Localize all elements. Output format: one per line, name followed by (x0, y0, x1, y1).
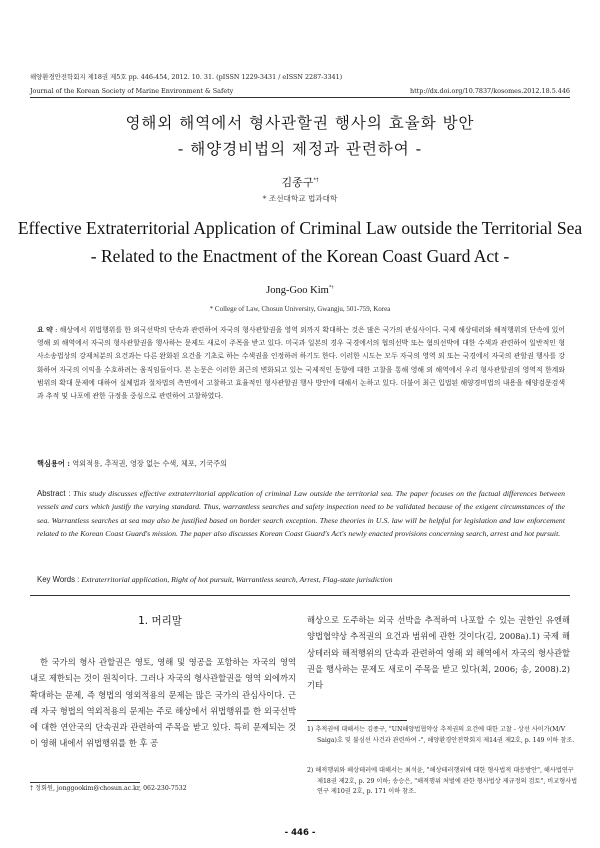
footnote-rule (307, 720, 407, 721)
journal-header-english: Journal of the Korean Society of Marine Environment & Safety (30, 87, 234, 95)
korean-keywords (37, 459, 227, 469)
korean-keywords-label: 핵심용어 : (37, 459, 70, 468)
page-number: - 446 - (284, 828, 316, 838)
korean-author-name: 김종구 (281, 176, 314, 189)
english-author (0, 285, 600, 296)
journal-header-korean: 해양환경안전학회지 제18권 제5호 pp. 446-454, 2012. 10. 31. (pISSN 1229-3431 / eISSN 2287-3341) (30, 73, 343, 81)
footnote-2: 2) 해적행위와 해상테러에 대해서는 최석윤, "해상테러행위에 대한 형사법적 대응방안", 해사법연구 제18권 제2호, p. 29 이하; 송승은, "해적행위 처벌에 관한 형사법상 제규정의 검토", 비교형사법연구 제10권 2호, p. 171 이하 참조. (307, 767, 578, 796)
korean-title: 영해외 해역에서 형사관할권 행사의 효율화 방안 (125, 114, 475, 132)
section-heading-introduction: 1. 머리말 (138, 615, 182, 627)
english-author-name: Jong-Goo Kim (266, 285, 329, 296)
korean-abstract-text: 해상에서 위법행위를 한 외국선박의 단속과 관련하여 자국의 형사관할권을 영역 외까지 확대하는 것은 많은 국가의 관심사이다. 국제 해상테러와 해적행위의 단속에 있어 영해 외 해역에서 자국의 형사관할권을 행사하는 문제도 새로이 주목을 받고 있다. 미국과 일본의 경우 국경에서의 협의선박 또는 혐의선박에 대한 수색과 관련하여 일반적인 형사소송법상의 강제처분의 요건과는 다른 완화된 요건을 기초로 하는 수색권을 인정하려 하기도 한다. 이러한 시도는 모두 자국의 영역 외 또는 국경에서 자국의 관할권 행사를 강화하여 자국의 이익을 수호하려는 움직임들이다. 본 논문은 이러한 최근의 변화되고 있는 국제적인 동향에 대한 고찰을 통해 영해 외 해역에서 우리 형사관할권의 영역적 한계와 범위의 확대 문제에 대하여 실체법과 절차법의 측면에서 고찰하고 효율적인 형사관할권 행사 방안에 대해서 논하고 있다. 더불어 최근 입법된 해양경비법의 내용을 해양검문검색과 추적 및 나포에 관한 규정을 중심으로 관련하여 고찰하였다. (37, 326, 565, 401)
korean-affiliation: * 조선대학교 법과대학 (262, 194, 338, 203)
corresponding-author-footnote: † 정회원, jonggookim@chosun.ac.kr, 062-230-7532 (30, 785, 187, 792)
korean-keywords-text: 역외적용, 추적권, 영장 없는 수색, 체포, 기국주의 (72, 459, 228, 468)
introduction-paragraph: 한 국가의 형사 관할권은 영토, 영해 및 영공을 포함하는 자국의 영역 내로 제한되는 것이 원칙이다. 그러나 자국의 형사관할권을 영역 외에까지 확대하는 문제, 즉 형법의 영외적용의 문제는 많은 국가의 관심사이다. 근래 자국 형법의 역외적용의 문제는 주로 해상에서 위법행위를 한 외국선박에 대한 연안국의 단속권과 관련하여 주목을 받고 있다. 특히 문제되는 것이 영해 내에서 위법행위를 한 후 공 (30, 657, 296, 749)
doi-link[interactable]: http://dx.doi.org/10.7837/kosomes.2012.18.5.446 (409, 87, 570, 95)
english-keywords-label: Key Words : (37, 575, 80, 584)
author-mark: *† (313, 177, 319, 184)
english-keywords-text: Extraterritorial application, Right of hot pursuit, Warrantless search, Arrest, Flag-state jurisdiction (81, 575, 393, 584)
korean-abstract-label: 요 약 (37, 326, 53, 334)
english-abstract (37, 487, 565, 541)
author-mark-en: *† (328, 285, 334, 291)
korean-abstract: 요 약 : 해상에서 위법행위를 한 외국선박의 단속과 관련하여 자국의 형사관할권을 영역 외까지 확대하는 것은 많은 국가의 관심사이다. 국제 해상테러와 해적행위의 단속에 있어 영해 외 해역에서 자국의 형사관할권을 행사하는 문제도 새로이 주목을 받고 있다. 미국과 일본의 경우 국경에서의 협의선박 또는 혐의선박에 대한 수색과 관련하여 일반적인 형사소송법상의 강제처분의 요건과는 다른 완화된 요건을 기초로 하는 수색권을 인정하려 하기도 한다. 이러한 시도는 모두 자국의 영역 외 또는 국경에서 자국의 관할권 행사를 강화하여 자국의 이익을 수호하려는 움직임들이다. 본 논문은 이러한 최근의 변화되고 있는 국제적인 동향에 대한 고찰을 통해 영해 외 해역에서 우리 형사관할권의 영역적 한계와 범위의 확대 문제에 대하여 실체법과 절차법의 측면에서 고찰하고 효율적인 형사관할권 행사 방안에 대해서 논하고 있다. 더불어 최근 입법된 해양경비법의 내용을 해양검문검색과 추적 및 나포에 관한 규정을 중심으로 관련하여 고찰하였다. (37, 326, 565, 401)
corresponding-rule (30, 782, 140, 783)
korean-author (0, 174, 600, 190)
english-subtitle: - Related to the Enactment of the Korean Coast Guard Act - (90, 246, 510, 266)
english-abstract-label: Abstract : (37, 489, 71, 498)
english-keywords (37, 575, 393, 584)
abstract-rule (30, 595, 570, 596)
english-abstract-text: This study discusses effective extraterritorial application of criminal Law outside the territorial sea. The paper focuses on the factual differences between vessels and cars which justify the varying standard. Thus, warrantless searches and safety inspection need to be validated because of the exigent circumstances of the sea. Warrantless searches at sea may also be justified based on border search exception. These theories in U.S. law will be helpful for legislation and law enforcement related to the Korean Coast Guard's mission. The paper also discusses Korean Coast Guard's Act's newly enacted provisions concerning search, arrest and hot pursuit. (37, 489, 565, 539)
korean-subtitle: - 해양경비법의 제정과 관련하여 - (177, 140, 423, 158)
header-rule (30, 97, 570, 98)
footnote-1: 1) 추적권에 대해서는 김종구, "UN해양법협약상 추적권의 요건에 대한 고찰 - 상선 사이가(M/V Saiga)호 및 불심선 사건과 관련하여 -", 해양환경안전학회지 제14권 제2호, p. 149 이하 참조. (307, 726, 575, 744)
english-affiliation: * College of Law, Chosun University, Gwangju, 501-759, Korea (209, 305, 391, 313)
english-title: Effective Extraterritorial Application of Criminal Law outside the Territorial Sea (17, 218, 583, 238)
right-column-paragraph: 해상으로 도주하는 외국 선박을 추적하여 나포할 수 있는 권한인 유엔해양법협약상 추적권의 요건과 범위에 관한 것이다(김, 2008a).1) 국제 해상테러와 해적행위의 단속과 관련하여 영해 외 해역에서 자국의 형사관할권을 행사하는 문제도 새로이 주목을 받고 있다(최, 2006; 송, 2008).2) 기타 (307, 615, 570, 691)
